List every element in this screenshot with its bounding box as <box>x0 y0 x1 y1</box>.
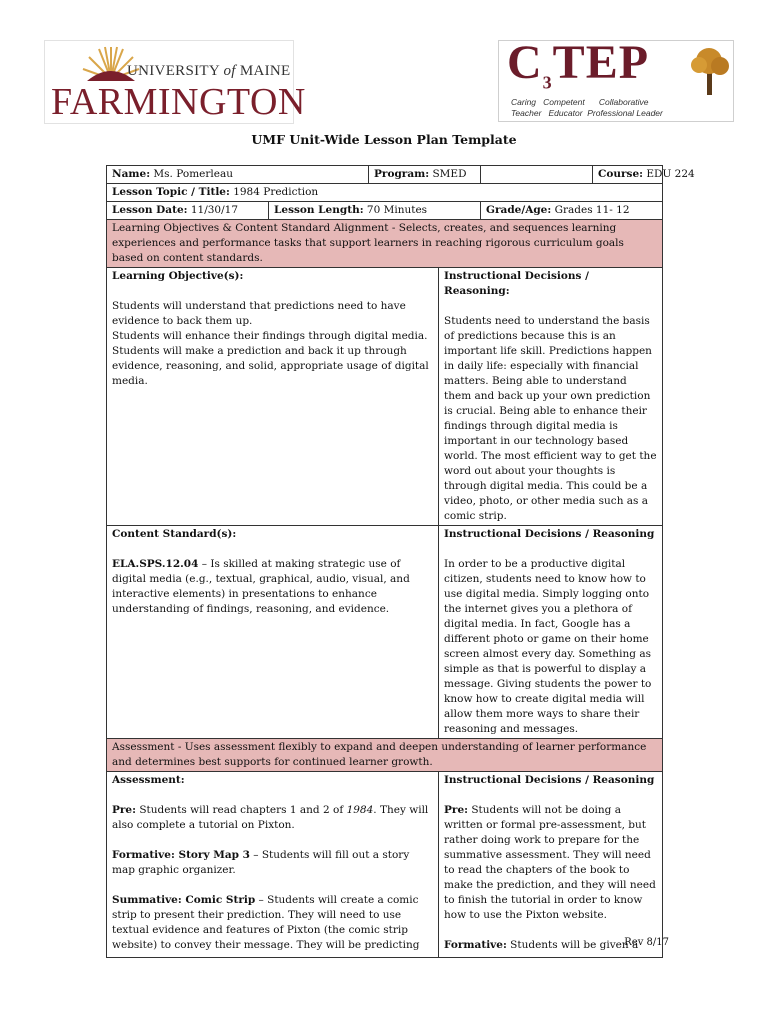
objective-line: Students will enhance their findings through digital media. <box>112 330 428 342</box>
assessment-reasoning-cell <box>439 772 663 958</box>
length-cell: Lesson Length: 70 Minutes <box>269 202 481 220</box>
standards-heading: Content Standard(s): <box>112 528 237 540</box>
objective-line: Students will make a prediction and back it up through evidence, reasoning, and solid, appropriate usage of digital media. <box>112 345 429 387</box>
umf-university-line: UNIVERSITY of MAINE <box>127 63 291 79</box>
section-banner-assessment <box>107 739 663 772</box>
standards-text: ELA.SPS.12.04 – Is skilled at making strategic use of digital media (e.g., textual, graphical, audio, visual, and interactive elements) in presentations to enhance understanding of findings, reasoning, and evidence. <box>112 558 410 615</box>
assessment-reasoning-heading: Instructional Decisions / Reasoning <box>444 774 655 786</box>
objectives-row <box>107 268 663 526</box>
revision-label: Rev 8/17 <box>624 937 669 948</box>
name-cell: Name: Ms. Pomerleau <box>107 166 369 184</box>
lesson-plan-table <box>106 165 695 958</box>
standards-reasoning-heading: Instructional Decisions / Reasoning <box>444 528 655 540</box>
date-cell: Lesson Date: 11/30/17 <box>107 202 269 220</box>
objectives-reasoning-text: Students need to understand the basis of predictions because this is an important life skill. Predictions happen in daily life: especially with financial matters. Being able to understand them and back up your own prediction is crucial. Being able to enhance their findings through digital media is important in our technology based world. The most efficient way to get the word out about your thoughts is through digital media. This could be a video, photo, or other media such as a comic strip. <box>444 315 657 522</box>
standards-cell <box>107 526 439 739</box>
tree-icon <box>689 45 731 97</box>
assessment-reasoning-pre: Pre: Students will not be doing a written or formal pre-assessment, but rather doing work to prepare for the summative assessment. They will need to read the chapters of the book to make the prediction, and they will need to finish the tutorial in order to know how to use the Pixton website. <box>444 804 656 921</box>
grade-cell: Grade/Age: Grades 11- 12 <box>481 202 663 220</box>
topic-cell: Lesson Topic / Title: 1984 Prediction <box>107 184 663 202</box>
ctep-tagline-row2: Teacher Educator Professional Leader <box>511 108 663 118</box>
header-row-date <box>107 202 663 220</box>
objectives-reasoning-heading: Instructional Decisions / Reasoning: <box>444 270 589 297</box>
page-title: UMF Unit-Wide Lesson Plan Template <box>251 132 517 147</box>
assessment-banner: Assessment - Uses assessment flexibly to expand and deepen understanding of learner performance and determines best supports for continued learner growth. <box>107 739 663 772</box>
program-cell: Program: SMED <box>369 166 481 184</box>
program-spacer <box>481 166 593 184</box>
standards-reasoning-cell <box>439 526 663 739</box>
objective-line: Students will understand that predictions need to have evidence to back them up. <box>112 300 406 327</box>
ctep-logo <box>498 36 734 122</box>
standards-row <box>107 526 663 739</box>
assessment-pre: Pre: Students will read chapters 1 and 2 of 1984. They will also complete a tutorial on Pixton. <box>112 804 429 831</box>
assessment-formative: Formative: Story Map 3 – Students will fill out a story map graphic organizer. <box>112 849 410 876</box>
header-row-topic <box>107 184 663 202</box>
standards-reasoning-text: In order to be a productive digital citizen, students need to know how to use digital media. Simply logging onto the internet gives you a plethora of digital media. In fact, Google has a different photo or game on their home screen almost every day. Something as simple as that is powerful to display a message. Giving students the power to know how to create digital media will allow them more ways to share their reasoning and messages. <box>444 558 652 735</box>
assessment-cell <box>107 772 439 958</box>
assessment-summative: Summative: Comic Strip – Students will create a comic strip to present their prediction. They will need to use textual evidence and features of Pixton (the comic strip website) to convey their message. They will be predicting <box>112 894 420 951</box>
assessment-reasoning-formative: Formative: Students will be given a <box>444 939 639 951</box>
ctep-wordmark: $C_3TEP$ <box>507 36 650 93</box>
objectives-heading: Learning Objective(s): <box>112 270 244 282</box>
objectives-banner: Learning Objectives & Content Standard Alignment - Selects, creates, and sequences learning experiences and performance tasks that support learners in reaching rigorous curriculum goals based on content standards. <box>107 220 663 268</box>
section-banner-objectives <box>107 220 663 268</box>
assessment-heading: Assessment: <box>112 774 185 786</box>
objectives-cell <box>107 268 439 526</box>
header-row-name <box>107 166 663 184</box>
course-cell: Course: EDU 224 <box>593 166 663 184</box>
umf-logo <box>44 40 306 124</box>
ctep-tagline-row1: Caring Competent Collaborative <box>511 97 649 107</box>
umf-farmington-wordmark: FARMINGTON <box>51 81 306 123</box>
objectives-reasoning-cell <box>439 268 663 526</box>
assessment-row <box>107 772 663 958</box>
